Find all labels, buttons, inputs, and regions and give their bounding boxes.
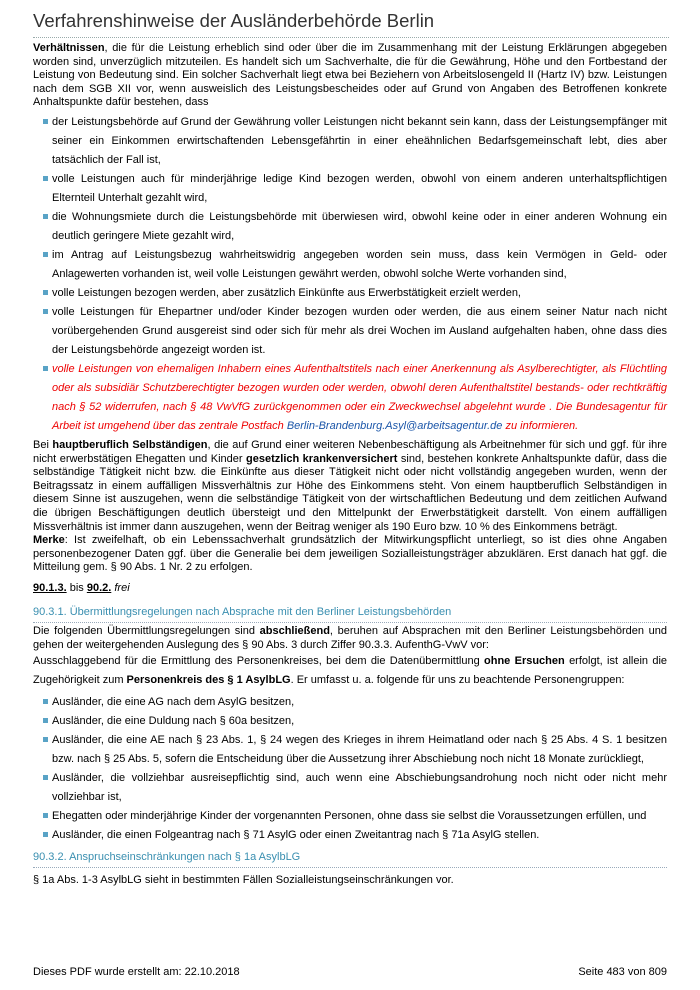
footer-created-date: Dieses PDF wurde erstellt am: 22.10.2018 (33, 966, 240, 978)
email-link[interactable]: Berlin-Brandenburg.Asyl@arbeitsagentur.de (286, 419, 503, 432)
square-bullet-icon (43, 214, 48, 219)
ref-status: frei (114, 581, 130, 594)
square-bullet-icon (43, 309, 48, 314)
page-content (33, 42, 667, 888)
square-bullet-icon (43, 176, 48, 181)
square-bullet-icon (43, 699, 48, 704)
list-item: volle Leistungen für Ehepartner und/oder Kinder bezogen wurden oder werden, die aus einem seiner Natur nach nicht vorübergehenden Grund ausgereist sind oder sich für mehr als drei Wochen im Ausland aufgehalten haben, ohne dass dies der Leistungsbehörde angezeigt worden ist. (43, 303, 667, 360)
intro-lead: Verhältnissen (33, 42, 105, 54)
square-bullet-icon (43, 813, 48, 818)
square-bullet-icon (43, 832, 48, 837)
square-bullet-icon (43, 119, 48, 124)
list-item: im Antrag auf Leistungsbezug wahrheitswidrig angegeben worden sein muss, dass kein Vermögen in Geld- oder Anlagewerten vorhanden ist, weil volle Leistungen gewährt werden, obwohl solche Werte vorhanden sind, (43, 246, 667, 284)
square-bullet-icon (43, 252, 48, 257)
list-item-highlighted: volle Leistungen von ehemaligen Inhabern eines Aufenthaltstitels nach einer Anerkennung als Asylberechtigter, als Flüchtling oder als subsidiär Schutzberechtigter bezogen wurden oder werden, obwohl deren Aufenthaltstitel bestands- oder rechtkräftig nach § 52 widerrufen, nach § 48 VwVfG zurückgenommen oder ein Zweckwechsel abgelehnt wurde . Die Bundesagentur für Arbeit ist umgehend über das zentrale Postfach Berlin-Brandenburg.Asyl@arbeitsagentur.de zu informieren. (43, 360, 667, 436)
square-bullet-icon (43, 366, 48, 371)
list-item: Ausländer, die einen Folgeantrag nach § 71 AsylG oder einen Zweitantrag nach § 71a AsylG stellen. (43, 826, 667, 845)
list-item: Ausländer, die eine AE nach § 23 Abs. 1, § 24 wegen des Krieges in ihrem Heimatland oder nach § 25 Abs. 4 S. 1 besitzen bzw. nach § 25 Abs. 5, sofern die Entscheidung über die Aussetzung ihrer Abschiebung noch nicht 18 Monate zurückliegt, (43, 731, 667, 769)
personengruppen-list (33, 693, 667, 845)
mitteilung-list (33, 113, 667, 436)
ref-link-to[interactable]: 90.2. (86, 581, 112, 594)
intro-text: , die für die Leistung erheblich sind oder über die im Zusammenhang mit der Leistung Erklärungen abgegeben worden sind, unverzüglich mitzuteilen. Es handelt sich um Sachverhalte, die für die Gewährung, Höhe und den Fortbestand der Leistung von Bedeutung sind. Ein solcher Sachverhalt liegt etwa bei Beziehern von Arbeitslosengeld II (Hartz IV) bzw. Leistungen nach dem SGB XII vor, wenn ausweislich des Leistungsbescheides oder auf Grund von Angaben des Betroffenen konkrete Anhaltspunkte dafür bestehen, dass (33, 42, 667, 109)
section-paragraph: Ausschlaggebend für die Ermittlung des Personenkreises, bei dem die Datenübermittlung ohne Ersuchen erfolgt, ist allein die Zugehörigkeit zum Personenkreis des § 1 AsylbLG. Er umfasst u. a. folgende für uns zu beachtende Personengruppen: (33, 655, 668, 687)
merke-paragraph: Merke: Ist zweifelhaft, ob ein Lebenssachverhalt grundsätzlich der Mitwirkungspflicht unterliegt, so ist dies ohne Angaben personenbezogener Daten ggf. über die Generalie bei dem jeweiligen Sozialleistungsträger abzuklären. Erst danach hat ggf. die Mitteilung gem. § 90 Abs. 1 Nr. 2 zu erfolgen. (33, 534, 667, 574)
merke-label: Merke (33, 534, 65, 547)
page-title: Verfahrenshinweise der Ausländerbehörde Berlin (33, 9, 669, 38)
section-paragraph: § 1a Abs. 1-3 AsylbLG sieht in bestimmten Fällen Sozialleistungseinschränkungen vor. (33, 874, 454, 887)
footer-page-number: Seite 483 von 809 (578, 966, 667, 978)
selbstaendige-paragraph: Bei hauptberuflich Selbständigen, die auf Grund einer weiteren Nebenbeschäftigung als Arbeitnehmer für sich und ggf. für ihre nicht erwerbstätigen Ehegatten und Kinder gesetzlich krankenversichert sind, bestehen konkrete Anhaltspunkte dafür, dass die selbständige Tätigkeit nicht bzw. die Einkünfte aus dieser Tätigkeit nicht oder nicht vollständig angegeben wurden, wenn der Beitragssatz in einem auffälligen Missverhältnis zur Höhe des Einkommens steht. Von einem hauptberuflich Selbständigen in diesem Sinne ist auszugehen, wenn die selbständige Tätigkeit von der wirtschaftlichen Bedeutung und dem zeitlichen Aufwand die übrigen Beschäftigungen deutlich übersteigt und den Mittelpunkt der Erwerbstätigkeit darstellt. Von einem auffälligen Missverhältnis ist immer dann auszugehen, wenn der Beitrag weniger als 190 Euro bzw. 10 % des Einkommens beträgt. (33, 438, 668, 533)
section-heading: 90.3.1. Übermittlungsregelungen nach Absprache mit den Berliner Leistungsbehörden (33, 603, 667, 623)
list-item: die Wohnungsmiete durch die Leistungsbehörde mit überwiesen wird, obwohl keine oder in einer anderen Wohnung ein deutlich geringere Miete gezahlt wird, (43, 208, 667, 246)
square-bullet-icon (43, 718, 48, 723)
list-item: volle Leistungen auch für minderjährige ledige Kind bezogen werden, obwohl von einem anderen unterhaltspflichtigen Elternteil Unterhalt gezahlt wird, (43, 170, 667, 208)
list-item: Ausländer, die vollziehbar ausreisepflichtig sind, auch wenn eine Abschiebungsandrohung noch nicht oder nicht mehr vollziehbar ist, (43, 769, 667, 807)
square-bullet-icon (43, 290, 48, 295)
list-item: der Leistungsbehörde auf Grund der Gewährung voller Leistungen nicht bekannt sein kann, dass der Leistungsempfänger mit seiner ein Einkommen erwirtschaftenden Lebensgefährtin in einer eheähnlichen Bedarfsgemeinschaft lebt, dies aber tatsächlich der Fall ist, (43, 113, 667, 170)
section-heading: 90.3.2. Anspruchseinschränkungen nach § 1a AsylbLG (33, 848, 667, 868)
square-bullet-icon (43, 775, 48, 780)
intro-paragraph (33, 42, 667, 110)
list-item: Ehegatten oder minderjährige Kinder der vorgenannten Personen, ohne dass sie selbst die Voraussetzungen erfüllen, und (43, 807, 667, 826)
list-item: Ausländer, die eine AG nach dem AsylG besitzen, (43, 693, 667, 712)
square-bullet-icon (43, 737, 48, 742)
list-item: Ausländer, die eine Duldung nach § 60a besitzen, (43, 712, 667, 731)
ref-link-from[interactable]: 90.1.3. (33, 581, 67, 594)
section-refs: 90.1.3. bis 90.2. frei (33, 581, 130, 594)
list-item: volle Leistungen bezogen werden, aber zusätzlich Einkünfte aus Erwerbstätigkeit erzielt werden, (43, 284, 667, 303)
section-paragraph: Die folgenden Übermittlungsregelungen sind abschließend, beruhen auf Absprachen mit den Berliner Leistungsbehörden und gehen der weitergehenden Auslegung des § 90 Abs. 3 durch Ziffer 90.3.3. AufenthG-VwV vor: (33, 624, 667, 651)
